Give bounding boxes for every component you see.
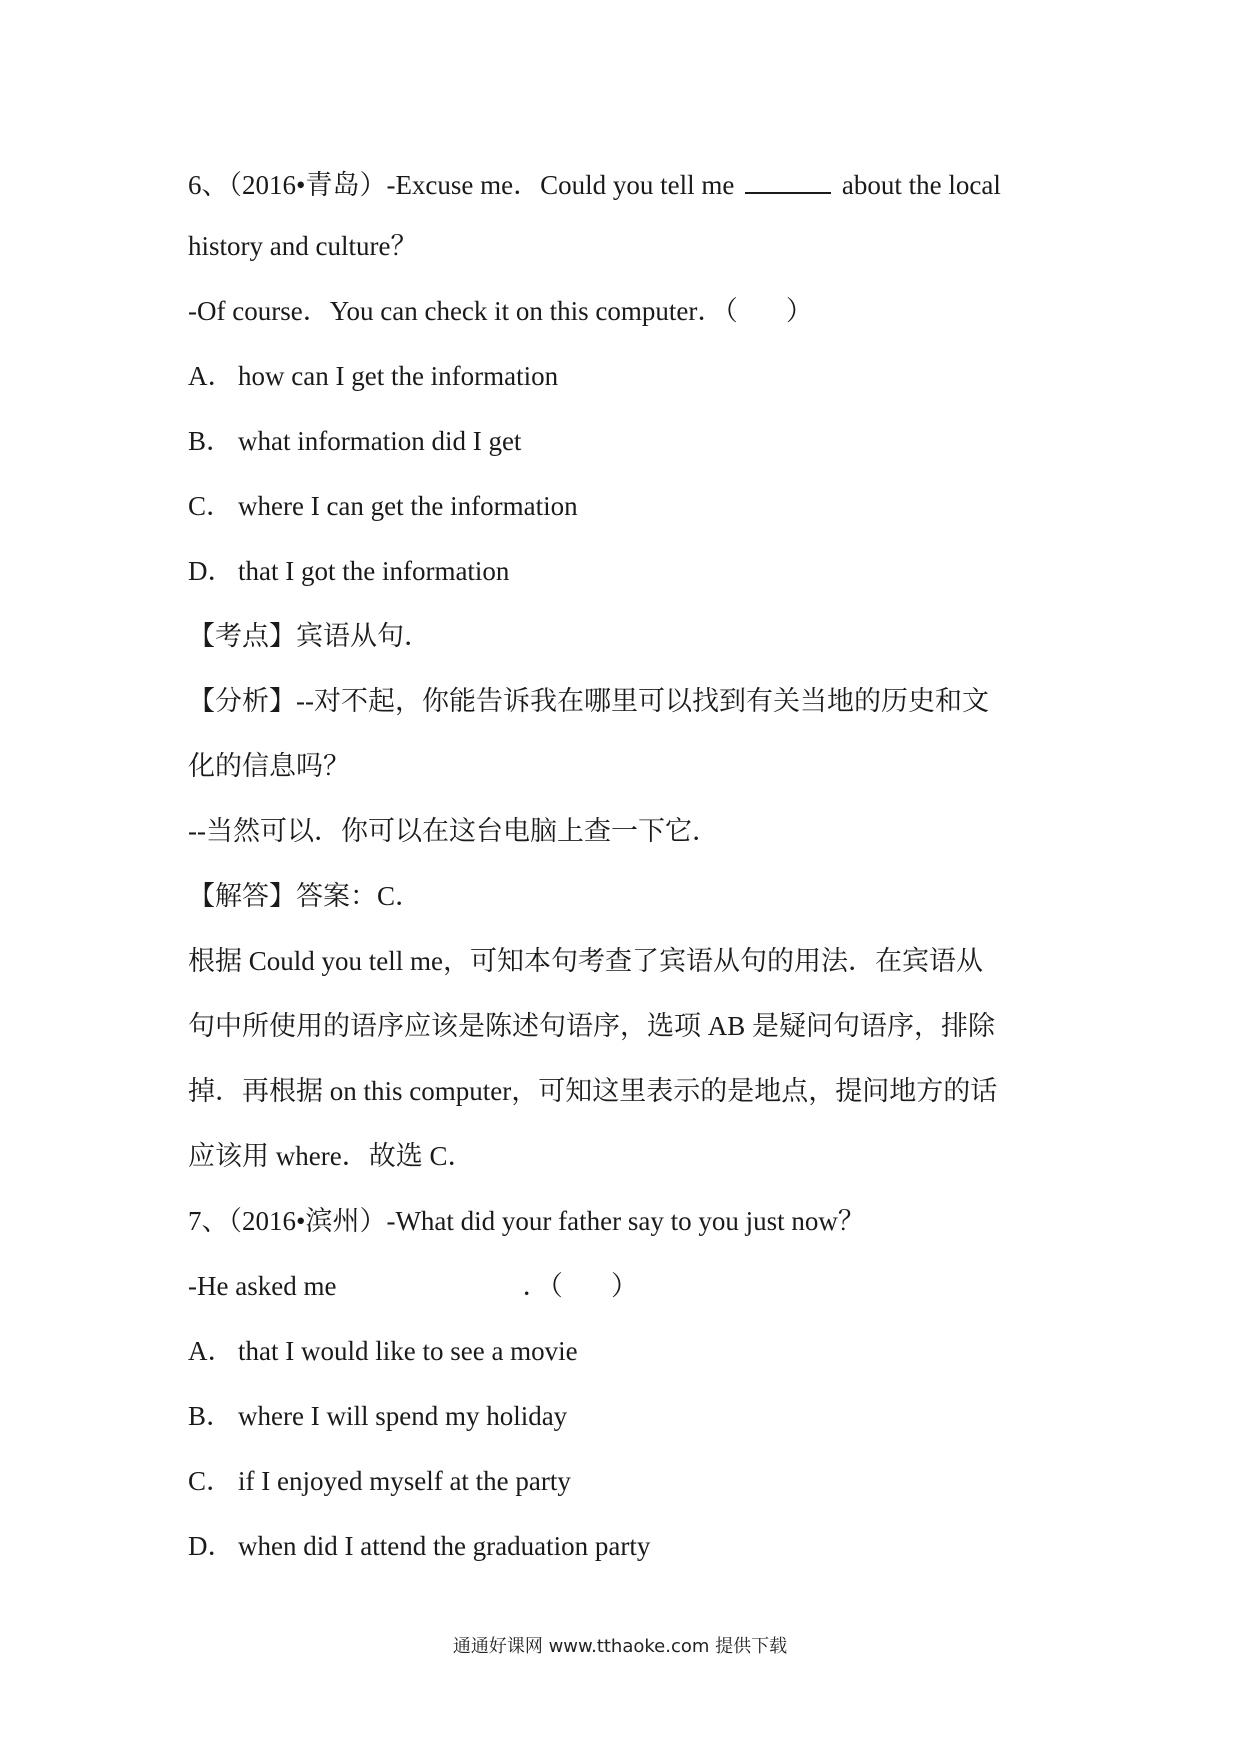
option-letter: B． — [188, 1401, 234, 1431]
q7-reply-line — [188, 1266, 1068, 1306]
option-letter: C． — [188, 1466, 234, 1496]
q7-stem: -What did your father say to you just now？ — [386, 1206, 865, 1236]
q6-fenxi-line3: --当然可以．你可以在这台电脑上查一下它． — [188, 816, 719, 846]
q6-jieda: 【解答】答案：C． — [188, 881, 423, 911]
q6-answer-blank — [745, 166, 831, 194]
q7-number: 7、 — [188, 1206, 229, 1236]
q6-kaodian: 【考点】宾语从句． — [188, 621, 431, 651]
q7-option-c — [188, 1461, 1068, 1501]
q6-explain-line3: 掉．再根据 on this computer，可知这里表示的是地点，提问地方的话 — [188, 1076, 998, 1106]
page-footer: 通通好课网 www.tthaoke.com 提供下载 — [452, 1636, 788, 1657]
q7-option-d — [188, 1526, 1068, 1566]
option-text: that I would like to see a movie — [238, 1336, 578, 1366]
q6-stem-continuation: history and culture？ — [188, 231, 418, 261]
q6-option-d — [188, 551, 1068, 591]
q6-reply: -Of course．You can check it on this computer．（ — [188, 296, 738, 326]
q6-reply-close: ） — [785, 296, 813, 326]
q7-reply-paren: ．（ — [522, 1271, 563, 1301]
q7-source: （2016•滨州） — [228, 1206, 387, 1236]
q7-option-a — [188, 1331, 1068, 1371]
option-text: when did I attend the graduation party — [238, 1531, 651, 1561]
option-text: where I can get the information — [238, 491, 578, 521]
option-letter: A． — [188, 361, 235, 391]
q6-explain-line4: 应该用 where．故选 C． — [188, 1141, 475, 1171]
q6-explain-line1: 根据 Could you tell me，可知本句考查了宾语从句的用法．在宾语从 — [188, 946, 983, 976]
option-text: that I got the information — [238, 556, 510, 586]
q7-reply: -He asked me — [188, 1271, 337, 1301]
q6-stem-line1 — [188, 165, 1068, 205]
q6-option-b — [188, 421, 1068, 461]
option-letter: D． — [188, 556, 235, 586]
option-letter: A． — [188, 1336, 235, 1366]
option-text: where I will spend my holiday — [238, 1401, 568, 1431]
option-text: how can I get the information — [238, 361, 559, 391]
option-text: if I enjoyed myself at the party — [238, 1466, 571, 1496]
q6-reply-line — [188, 291, 1068, 331]
option-text: what information did I get — [238, 426, 522, 456]
q6-stem-part2: about the local — [841, 170, 1001, 200]
option-letter: C． — [188, 491, 234, 521]
q7-option-b — [188, 1396, 1068, 1436]
q6-option-c — [188, 486, 1068, 526]
option-letter: B． — [188, 426, 234, 456]
q6-stem-part1: -Excuse me．Could you tell me — [386, 170, 735, 200]
q6-source: （2016•青岛） — [228, 170, 387, 200]
q6-number: 6、 — [188, 170, 229, 200]
q6-explain-line2: 句中所使用的语序应该是陈述句语序，选项 AB 是疑问句语序，排除 — [188, 1011, 996, 1041]
q6-stem-line2 — [188, 226, 1068, 266]
q6-fenxi-line1: 【分析】--对不起，你能告诉我在哪里可以找到有关当地的历史和文 — [188, 686, 989, 716]
option-letter: D． — [188, 1531, 235, 1561]
q7-reply-close: ） — [610, 1271, 638, 1301]
q6-fenxi-line2: 化的信息吗？ — [188, 751, 350, 781]
q7-stem-line — [188, 1201, 1068, 1241]
q6-option-a — [188, 356, 1068, 396]
